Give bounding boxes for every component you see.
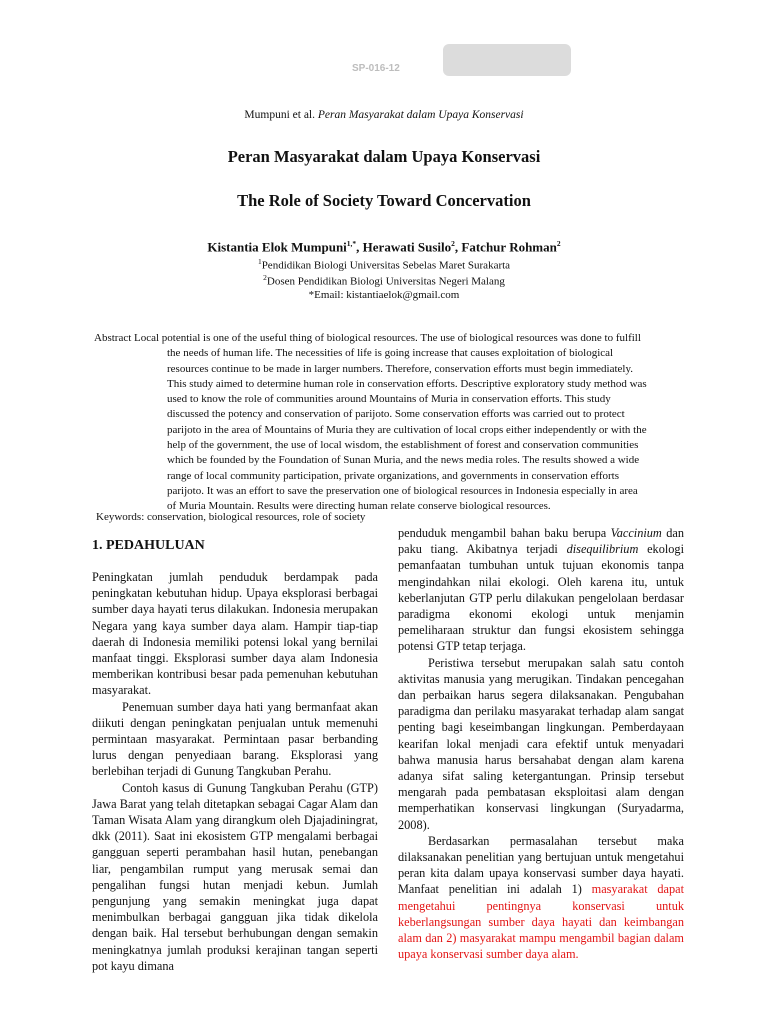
abstract-line: parijoto in the area of Mountains of Muria they are cultivation of local crops either independently or with the [167, 423, 647, 436]
running-header [0, 109, 768, 121]
author-3: Fatchur Rohman [461, 239, 557, 255]
text-run: penduduk mengambil bahan baku berupa [398, 526, 611, 540]
title-english: The Role of Society Toward Concervation [237, 191, 531, 210]
affiliation-2 [0, 273, 768, 288]
abstract-line: the needs of human life. The necessities of life is going increase that causes exploitation of biological [167, 347, 614, 360]
author-2-sup: 2 [451, 239, 455, 248]
abstract-line: resources continue to be made in larger numbers. Therefore, conservation efforts must begin immediately. [167, 362, 634, 375]
abstract-line: of Muria Mountain. Results were directing human relate conserve biological resources. [167, 500, 551, 513]
abstract-label: Abstract [94, 332, 132, 344]
right-column [398, 525, 684, 962]
abstract-line: help of the government, the use of local wisdom, the establishment of forest and conservation communities [167, 439, 639, 452]
abstract-line: parijoto. It was an effort to save the preservation one of biological resources in Indonesia especially in area [167, 484, 638, 497]
abstract-line: This study aimed to determine human role in conservation efforts. Descriptive exploratory study method was [167, 377, 647, 390]
abstract [94, 331, 675, 515]
paragraph [398, 525, 684, 655]
section-heading: 1. PEDAHULUAN [92, 538, 205, 553]
author-list: Kistantia Elok Mumpuni$^{1,*}$, Herawati Susilo$^2$, Fatchur Rohman$^2$ [207, 239, 561, 255]
text-run: ekologi pemanfaatan tumbuhan untuk tujuan ekonomis tanpa mengindahkan nilai ekologi. Oleh karena itu, untuk keberlanjutan GTP perlu dilakukan pengelolaan berdasar paradigma ekonomi ekologi untuk menjamin pemeliharaan struktur dan fungsi ekosistem sehingga potensi GTP tetap terjaga. [398, 542, 684, 654]
text-run: Berdasarkan permasalahan tersebut maka dilaksanakan penelitian yang bertujuan untuk mengetahui peran kita dalam upaya konservasi sumber daya hayati. Manfaat penelitian ini adalah 1) [398, 833, 684, 897]
keywords: Keywords: conservation, biological resources, role of society [96, 511, 366, 523]
paragraph [398, 833, 684, 963]
placeholder-box [443, 44, 571, 76]
title-indonesian: Peran Masyarakat dalam Upaya Konservasi [227, 147, 541, 166]
highlighted-text: masyarakat dapat mengetahui pentingnya konservasi untuk keberlangsungan sumber daya hayati dan keimbangan alam dan 2) masyarakat mampu mengambil bagian dalam upaya konservasi sumber daya alam. [398, 882, 685, 962]
author-2: Herawati Susilo [362, 239, 452, 255]
abstract-line: discussed the potency and conservation of parijoto. Some conservation efforts was carried out to protect [167, 408, 625, 421]
abstract-line-text: Local potential is one of the useful thing of biological resources. The use of biological resources was done to fulfill [134, 332, 641, 344]
italic-term: Vaccinium [610, 526, 662, 540]
paragraph: Peristiwa tersebut merupakan salah satu contoh aktivitas manusia yang merugikan. Tindakan pencegahan dan perbaikan harus segera dilaksanakan. Pengubahan paradigma dan perilaku masyarakat terhadap alam sangat penting bagi keseimbangan lingkungan. Pemberdayaan kearifan lokal menjadi cara efektif untuk menyadari bahwa manusia harus bersahabat dengan alam karena adanya sifat saling ketergantungan. Prinsip tersebut mengarah pada pembatasan eksploitasi alam dengan memperhatikan konservasi lingkungan (Suryadarma, 2008). [398, 655, 684, 832]
author-1: Kistantia Elok Mumpuni [207, 239, 347, 255]
author-1-sup: 1,* [346, 239, 357, 248]
affiliation-1-sup: 1 [257, 257, 262, 266]
running-header-title: Peran Masyarakat dalam Upaya Konservasi [317, 109, 524, 121]
document-code: SP-016-12 [352, 63, 400, 74]
paragraph: Penemuan sumber daya hati yang bermanfaat akan diikuti dengan peningkatan penjualan untuk memenuhi permintaan masyarakat. Permintaan pasar berbanding lurus dengan penyediaan barang. Eksplorasi yang berlebihan terjadi di Gunung Tangkuban Perahu. [92, 699, 378, 779]
abstract-line [94, 331, 675, 346]
italic-term: disequilibrium [566, 542, 639, 557]
affiliation-1-text: Pendidikan Biologi Universitas Sebelas Maret Surakarta [261, 259, 511, 272]
abstract-line: which be founded by the Foundation of Sunan Muria, and the news media roles. The results showed a wide [167, 454, 640, 467]
left-column [92, 569, 378, 974]
abstract-line: range of local community participation, private organizations, and governments in conservation efforts [167, 469, 619, 482]
paragraph: Peningkatan jumlah penduduk berdampak pada peningkatan kebutuhan hidup. Upaya eksplorasi berbagai sumber daya hayati terus dilakukan. Indonesia merupakan Negara yang kaya sumber daya alam. Hampir tiap-tiap daerah di Indonesia memiliki potensi lokal yang bernilai manfaat tinggi. Eksplorasi sumber daya alam Indonesia memberikan kontribusi besar pada pemenuhan kebutuhan masyarakat. [92, 570, 378, 698]
affiliation-2-sup: 2 [263, 273, 267, 282]
email: *Email: kistantiaelok@gmail.com [308, 289, 460, 301]
affiliation-1 [0, 257, 768, 272]
author-3-sup: 2 [556, 239, 561, 248]
abstract-line: used to know the role of communities around Mountains of Muria in conservation efforts. This study [167, 393, 611, 406]
affiliation-2-text: Dosen Pendidikan Biologi Universitas Negeri Malang [266, 275, 505, 288]
text-run: dan paku tiang. Akibatnya terjadi [398, 526, 684, 557]
paragraph: Contoh kasus di Gunung Tangkuban Perahu (GTP) Jawa Barat yang telah ditetapkan sebagai Cagar Alam dan Taman Wisata Alam yang dirangkum oleh Djajadiningrat, dkk (2011). Saat ini ekosistem GTP mengalami berbagai gangguan seperti perambahan hasil hutan, penebangan liar, pengambilan rumput yang merusak semai dan pengalihan fungsi hutan menjadi kebun. Jumlah pengunjung yang semakin meningkat juga dapat menimbulkan berbagai gangguan jika tidak dikelola dengan baik. Hal tersebut berhubungan dengan semakin meningkatnya jumlah produksi kerajinan tangan seperti pot kayu dimana [92, 780, 378, 973]
running-header-authors: Mumpuni et al. [244, 109, 315, 121]
